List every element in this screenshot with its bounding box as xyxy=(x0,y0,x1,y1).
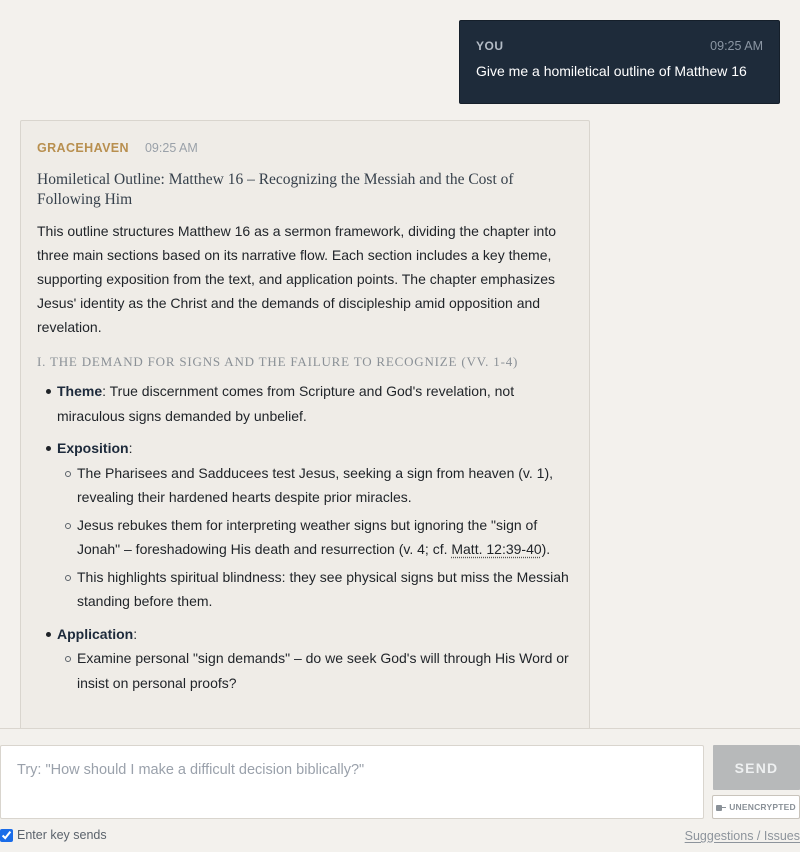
section-heading: I. THE DEMAND FOR SIGNS AND THE FAILURE TO RECOGNIZE (VV. 1-4) xyxy=(37,354,519,369)
sender-label: GRACEHAVEN xyxy=(37,141,129,155)
colon: : xyxy=(133,625,138,642)
assistant-message-meta xyxy=(37,141,573,155)
key-icon xyxy=(716,805,726,810)
encryption-label: UNENCRYPTED xyxy=(729,802,796,812)
application-list xyxy=(57,646,573,695)
theme-point xyxy=(44,379,573,428)
user-message-text: Give me a homiletical outline of Matthew 16 xyxy=(476,63,747,79)
list-item-text: Jesus rebukes them for interpreting weather signs but ignoring the "sign of Jonah" – foreshadowing His death and resurrection (v. 4; cf. xyxy=(77,516,538,557)
application-label: Application xyxy=(57,625,134,642)
enter-sends-toggle[interactable] xyxy=(0,828,107,842)
message-input[interactable] xyxy=(0,745,704,819)
outline-intro: This outline structures Matthew 16 as a sermon framework, dividing the chapter into three main sections based on its narrative flow. Each section includes a key theme, supporting exposition from the text, and application points. The chapter emphasizes Jesus' identity as the Christ and the demands of discipleship amid opposition and revelation. xyxy=(37,223,557,335)
user-message-meta xyxy=(476,39,763,53)
application-point xyxy=(44,622,573,696)
exposition-list xyxy=(57,461,573,614)
colon: : xyxy=(128,440,133,456)
outline-title: Homiletical Outline: Matthew 16 – Recognizing the Messiah and the Cost of Following Him xyxy=(37,171,514,208)
list-item: This highlights spiritual blindness: they see physical signs but miss the Messiah standing before them. xyxy=(64,565,573,614)
exposition-point xyxy=(44,436,573,614)
section-points xyxy=(37,379,573,695)
theme-label: Theme xyxy=(57,383,103,399)
encryption-status-badge[interactable] xyxy=(712,795,800,819)
list-item xyxy=(64,513,573,562)
timestamp: 09:25 AM xyxy=(144,141,198,155)
enter-sends-checkbox[interactable] xyxy=(0,829,13,842)
user-message xyxy=(459,20,780,104)
sender-label: YOU xyxy=(476,39,504,53)
list-item-text-end: ). xyxy=(541,541,551,557)
enter-sends-label: Enter key sends xyxy=(17,828,107,842)
suggestions-issues-link[interactable]: Suggestions / Issues xyxy=(684,829,800,843)
scripture-reference-link[interactable]: Matt. 12:39-40 xyxy=(451,541,542,557)
exposition-label: Exposition xyxy=(57,440,129,456)
list-item: Examine personal "sign demands" – do we seek God's will through His Word or insist on personal proofs? xyxy=(64,646,573,695)
theme-text: : True discernment comes from Scripture and God's revelation, not miraculous signs demanded by unbelief. xyxy=(57,383,515,424)
list-item: The Pharisees and Sadducees test Jesus, seeking a sign from heaven (v. 1), revealing their hardened hearts despite prior miracles. xyxy=(64,461,573,510)
assistant-message xyxy=(20,120,590,729)
send-button[interactable]: SEND xyxy=(713,745,800,790)
timestamp: 09:25 AM xyxy=(710,39,763,53)
